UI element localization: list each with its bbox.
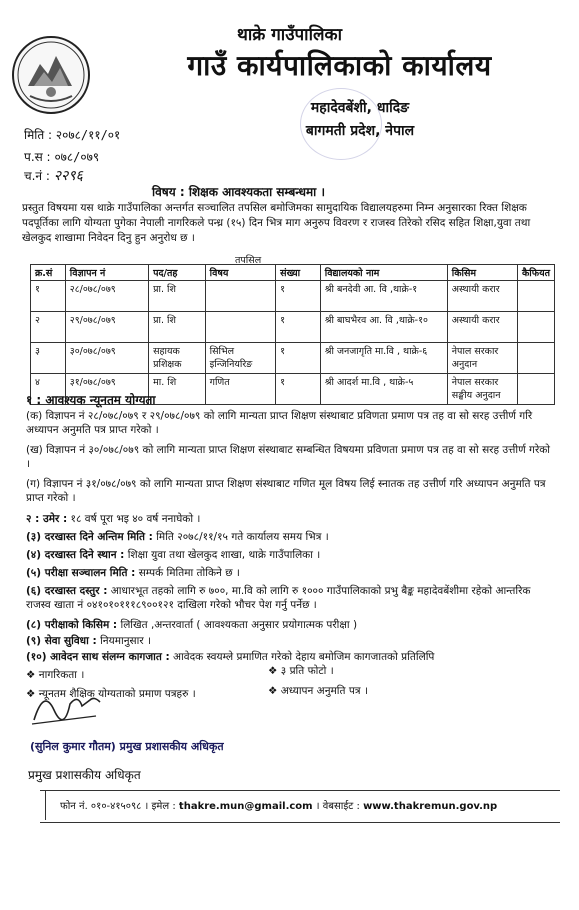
subject-line: विषय : शिक्षक आवश्यकता सम्बन्धमा । [152,185,326,199]
cell: सहायक प्रशिक्षक [149,343,206,374]
ps-label: प.स : [24,150,51,164]
cell: २९/०७८/०७९ [65,312,148,343]
vacancy-table [30,264,555,405]
cn-line [24,166,83,185]
attachment-item: ❖ ३ प्रति फोटो । [268,665,334,677]
cell: अस्थायी करार [447,312,517,343]
bullet-icon: ❖ [268,685,278,697]
intro-paragraph: प्रस्तुत विषयमा यस थाक्रे गाउँपालिका अन्तर्गत सञ्चालित तपसिल बमोजिमका सामुदायिक विद्यालयहरुमा निम्न अनुसारका रिक्त शिक्षक पदपूर्तिका लागि योग्यता पुगेका नेपाली नागरिकले पन्ध्र (१५) दिन भित्र माग अनुरुप विवरण र राजस्व तिरेको रसिद सहित शिक्षा,युवा तथा खेलकुद शाखामा निवेदन दिनु हुन अनुरोध छ । [22,202,531,244]
col-school: विद्यालयको नाम [320,265,447,281]
item-label: २ : उमेर : [26,513,68,525]
footer-website-label: । वेबसाईट : [315,801,360,812]
cell: २ [31,312,66,343]
item-label: (३) दरखास्त दिने अन्तिम मिति : [26,531,153,543]
item-text: १८ वर्ष पूरा भइ ४० वर्ष ननाघेको । [70,513,201,525]
cell: प्रा. शि [149,312,206,343]
cell: ४ [31,374,66,405]
table-row [31,312,555,343]
info-item [26,566,556,580]
cn-value: २२९६ [53,168,83,184]
signature-icon [30,680,110,730]
cell [517,343,554,374]
info-item [26,650,556,664]
qualification-item: (ख) विज्ञापन नं ३०/०७८/०७९ को लागि मान्यता प्राप्त शिक्षण संस्थाबाट सम्बन्धित विषयमा प्रविणता प्रमाण पत्र तह वा सो सरह उत्तीर्ण गरेको । [26,444,551,470]
cell: १ [276,312,321,343]
cell: ३१/०७८/०७९ [65,374,148,405]
date-value: २०७८/११/०१ [55,128,121,142]
cell: ३०/०७८/०७९ [65,343,148,374]
cell: प्रा. शि [149,281,206,312]
info-item [26,618,556,632]
footer-divider-vertical [45,790,46,820]
info-item [26,530,556,544]
col-ad-no: विज्ञापन नं [65,265,148,281]
cell: ३ [31,343,66,374]
item-text: आधारभूत तहको लागि रु ७००, मा.वि को लागि रु १००० गाउँपालिकाको प्रभु बैङ्क महादेवबेंशीमा रहेको आन्तरिक राजस्व खाता नं ०४१०१०१११८९००१२१ दाखिला गरेको भौचर पेश गर्नु पर्नेछ । [26,585,531,611]
table-caption: तपसिल [235,255,262,266]
item-label: (५) परीक्षा सञ्चालन मिति : [26,567,136,579]
office-name: गाउँ कार्यपालिकाको कार्यालय [187,49,492,82]
ps-value: ०७८/०७९ [54,150,100,164]
date-line [24,126,120,143]
cell: १ [31,281,66,312]
attachment-item: ❖ नागरिकता । [26,669,85,681]
cell: नेपाल सरकार सङ्घीय अनुदान [447,374,517,405]
cell [205,281,276,312]
municipality-name: थाक्रे गाउँपालिका [237,25,342,45]
cell: अस्थायी करार [447,281,517,312]
footer-email-label: इमेल : [151,801,176,812]
cell: नेपाल सरकार अनुदान [447,343,517,374]
cell: सिभिल इन्जिनियरिङ [205,343,276,374]
cell: श्री आदर्श मा.वि , थाक्रे-५ [320,374,447,405]
bullet-icon: ❖ [268,665,278,677]
item-label: (६) दरखास्त दस्तुर : [26,585,108,597]
table-header-row [31,265,555,281]
footer-contact [60,798,497,812]
table-row [31,343,555,374]
item-text: मिति २०७८/११/१५ गते कार्यालय समय भित्र । [156,531,329,543]
qualification-item: (ग) विज्ञापन नं ३१/०७८/०७९ को लागि मान्यता प्राप्त शिक्षण संस्थाबाट गणित मूल विषय लिई स्नातक तह उत्तीर्ण गरि अध्यापन अनुमति पत्र प्राप्त गरेको । [26,478,546,504]
cell [517,312,554,343]
office-province: बागमती प्रदेश, नेपाल [305,123,415,139]
footer-website[interactable]: www.thakremun.gov.np [363,801,498,812]
date-label: मिति : [24,128,53,142]
col-post: पद/तह [149,265,206,281]
info-item [26,548,556,562]
col-count: संख्या [276,265,321,281]
info-item [26,584,556,612]
cell: श्री जनजागृति मा.वि , थाक्रे-६ [320,343,447,374]
bullet-icon: ❖ [26,669,36,681]
qualification-item: (क) विज्ञापन नं २८/०७८/०७९ र २९/०७८/०७९ को लागि मान्यता प्राप्त शिक्षण संस्थाबाट प्रविणता प्रमाण पत्र तह वा सो सरह उत्तीर्ण गरि अध्यापन अनुमति पत्र प्राप्त गरेको । [26,410,533,436]
item-label: (४) दरखास्त दिने स्थान : [26,549,125,561]
cell [205,312,276,343]
ps-line [24,148,99,165]
item-label: (९) सेवा सुविधा : [26,635,97,647]
item-text: आवेदक स्वयम्ले प्रमाणित गरेको देहाय बमोजिम कागजातको प्रतिलिपि [173,651,435,663]
item-text: शिक्षा युवा तथा खेलकुद शाखा, थाक्रे गाउँपालिका । [127,549,321,561]
cell: श्री बाघभैरव आ. वि ,थाक्रे-१० [320,312,447,343]
attachment-item: ❖ अध्यापन अनुमति पत्र । [268,685,368,697]
cn-label: च.नं : [24,169,50,183]
cell: १ [276,374,321,405]
item-text: नियमानुसार । [100,635,151,647]
cell: १ [276,281,321,312]
info-item [26,512,556,526]
signature-stamp-text: (सुनिल कुमार गौतम) प्रमुख प्रशासकीय अधिकृत [30,740,224,753]
bullet-icon: ❖ [26,688,36,700]
section-title: १ : आवश्यक न्यूनतम योग्यता [26,393,156,407]
cell: गणित [205,374,276,405]
table-row [31,281,555,312]
cell: १ [276,343,321,374]
col-sn: क्र.सं [31,265,66,281]
signature [30,680,110,734]
footer-email[interactable]: thakre.mun@gmail.com [178,801,313,812]
col-subject: विषय [205,265,276,281]
col-type: किसिम [447,265,517,281]
government-emblem [12,36,90,114]
cell: २८/०७८/०७९ [65,281,148,312]
cell: मा. शि [149,374,206,405]
col-remarks: कैफियत [517,265,554,281]
signatory-title: प्रमुख प्रशासकीय अधिकृत [28,768,141,782]
info-item [26,634,556,648]
item-label: (८) परीक्षाको किसिम : [26,619,118,631]
item-text: लिखित ,अन्तरवार्ता ( आवश्यकता अनुसार प्रयोगात्मक परीक्षा ) [120,619,358,631]
cell [517,374,554,405]
footer-phone: फोन नं. ०१०-४१५०९८ । [60,801,149,812]
item-text: सम्पर्क मितिमा तोकिने छ । [138,567,240,579]
emblem-icon [14,38,88,112]
footer-divider [40,790,560,791]
attachment-item: ❖ न्यूनतम शैक्षिक योग्यताको प्रमाण पत्रहरु । [26,688,196,700]
office-location: महादेवबेंशी, धादिङ [310,100,410,116]
footer-divider-bottom [40,822,560,823]
cell [517,281,554,312]
item-label: (१०) आवेदन साथ संलग्न कागजात : [26,651,170,663]
cell: श्री बनदेवी आ. वि ,थाक्रे-१ [320,281,447,312]
